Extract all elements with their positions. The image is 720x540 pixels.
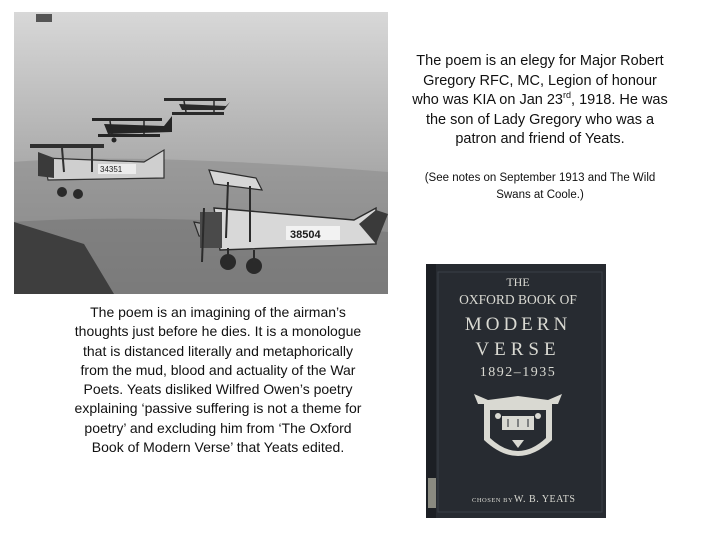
cover-title-oxford: OXFORD BOOK OF xyxy=(459,292,577,307)
serial-front: 38504 xyxy=(290,229,321,241)
book-cover-illustration xyxy=(426,264,606,518)
cover-editor-name: W. B. YEATS xyxy=(514,494,576,505)
serial-left: 34351 xyxy=(100,165,123,174)
elegy-text-start: The poem is an elegy for Major Robert Gregory RFC, MC, Legion of honour who was KIA on Jan 23 xyxy=(412,53,664,108)
elegy-text-end: , 1918. He was the son of Lady Gregory who was a patron and friend of Yeats. xyxy=(425,92,668,147)
biplanes-photo xyxy=(14,12,388,294)
see-notes-text: (See notes on September 1913 and The Wild Swans at Coole.) xyxy=(424,172,656,201)
biplanes-illustration xyxy=(14,12,388,294)
monologue-paragraph: The poem is an imagining of the airman’s thoughts just before he dies. It is a monologue that is distanced literally and metaphorically from the mud, blood and actuality of the War Poets. Yeats disliked Wilfred Owen’s poetry explaining ‘passive suffering is not a theme for poetry’ and excluding him from ‘The Oxford Book of Modern Verse’ that Yeats edited. xyxy=(74,304,362,456)
oxford-book-cover xyxy=(426,264,606,518)
elegy-date-suffix: rd xyxy=(563,90,572,101)
cover-title-modern: MODERN xyxy=(464,314,572,335)
cover-years: 1892–1935 xyxy=(479,365,557,380)
cover-chosen-by: CHOSEN BY xyxy=(472,497,514,504)
cover-title-verse: VERSE xyxy=(475,339,561,360)
cover-title-the: THE xyxy=(506,275,530,289)
elegy-paragraph xyxy=(412,52,668,150)
